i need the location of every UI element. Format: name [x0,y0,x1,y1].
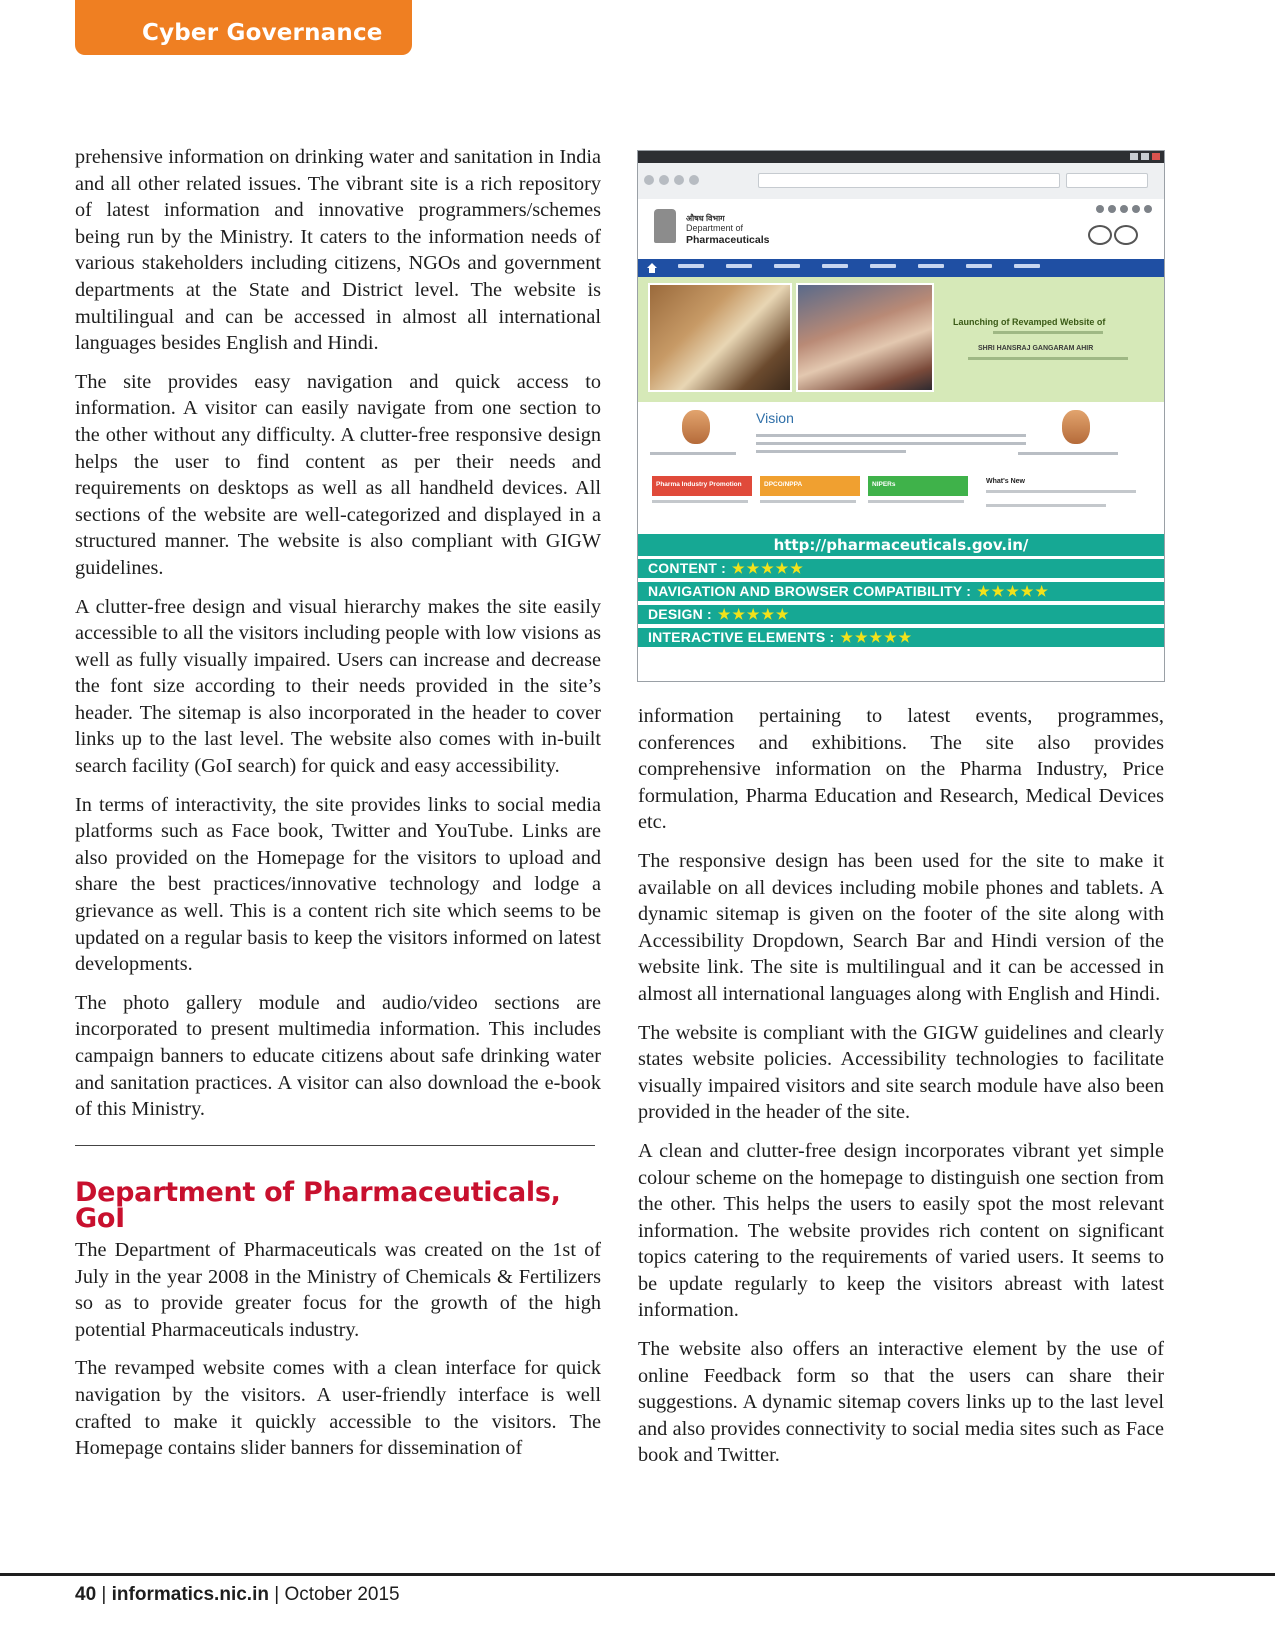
maximize-icon [1141,153,1149,160]
section-heading: Department of Pharmaceuticals, GoI [75,1176,561,1235]
tile-dpco-nppa: DPCO/NPPA [760,476,860,496]
banner-photo [796,283,934,392]
star-rating: ★★★★★ [840,629,914,645]
body-paragraph: The revamped website comes with a clean interface for quick navigation by the visitors. A user-friendly interface is well crafted to make it quickly accessible to the visitors. The Homepage contains slider banners for dissemination of [75,1357,601,1460]
footer-issue: October 2015 [284,1584,400,1605]
body-paragraph: The responsive design has been used for the site to make it available on all devices including mobile phones and tablets. A dynamic sitemap is given on the footer of the site along with Accessibility Dropdown, Search Bar and Hindi version of the website link. The site is multilingual and it can be accessed in almost all international languages along with English and Hindi. [638,849,1164,1005]
body-paragraph: The website also offers an interactive element by the use of online Feedback form so that the users can share their suggestions. A dynamic sitemap covers links up to the last level and also provides connectivity to social media sites such as Face book and Twitter. [638,1338,1164,1467]
section-tab-label: Cyber Governance [142,20,383,46]
footer-rule [0,1573,1275,1576]
close-icon [1152,153,1160,160]
address-bar [758,173,1060,188]
emblem-logo [654,209,676,243]
banner-person: SHRI HANSRAJ GANGARAM AHIR [978,345,1094,352]
footer-separator: | [274,1584,280,1605]
body-paragraph: information pertaining to latest events, programmes, conferences and exhibitions. The site also provides comprehensive information on the Pharma Industry, Price formulation, Pharma Education and Research, Medical Devices etc. [638,705,1164,834]
vision-section [638,402,1164,474]
font-size-icon [1096,205,1104,213]
footer-separator: | [101,1584,107,1605]
site-nav-links [678,264,1040,268]
site-title-line1: Department of [686,223,744,233]
site-title-hindi: औषध विभाग [686,214,725,223]
sitemap-icon [1108,205,1116,213]
forward-icon [659,175,669,185]
minimize-icon [1130,153,1138,160]
body-paragraph: A clean and clutter-free design incorporates vibrant yet simple colour scheme on the homepage to distinguish one section from the other. This helps the users to easily spot the most relevant information. The website provides rich content on significant topics catering to the requirements of varied users. It seems to be update regularly to keep the visitors abreast with latest information. [638,1139,1164,1322]
tile-pharma-industry: Pharma Industry Promotion [652,476,752,496]
header-icons [1096,205,1152,213]
website-screenshot-figure [637,150,1165,682]
tile-nipers: NIPERs [868,476,968,496]
refresh-icon [674,175,684,185]
section-tab [75,0,412,55]
swachh-bharat-logo [1082,221,1142,245]
site-header [638,199,1164,259]
window-title-bar [638,151,1164,163]
browser-search-box [1066,173,1148,188]
right-column [638,703,1164,1481]
share-icon [1120,205,1128,213]
vision-heading: Vision [756,410,794,426]
whats-new-heading: What's New [986,478,1026,485]
search-icon [1132,205,1140,213]
body-paragraph: prehensive information on drinking water and sanitation in India and all other related issues. The vibrant site is a rich repository of latest information and innovative programmers/schemes being run by the Ministry. It caters to the information needs of various stakeholders including citizens, NGOs and government departments at the State and District level. The website is multilingual and can be accessed in almost all international languages besides English and Hindi. [75,146,601,355]
home-icon [646,262,658,274]
banner-photo [648,283,792,392]
rating-navigation: NAVIGATION AND BROWSER COMPATIBILITY : ★★★★★ [638,582,1164,601]
site-nav-bar [638,259,1164,277]
body-paragraph: The website is compliant with the GIGW guidelines and clearly states website policies. Accessibility technologies to facilitate visually impaired visitors and site search module have also been provided in the header of the site. [638,1021,1164,1124]
rating-design: DESIGN : ★★★★★ [638,605,1164,624]
site-title-line2: Pharmaceuticals [686,234,770,246]
body-paragraph: A clutter-free design and visual hierarchy makes the site easily accessible to all the visitors including people with low visions as well as fully visually impaired. Users can increase and decrease the font size according to their needs provided in the site’s header. The sitemap is also incorporated in the header to cover links up to the last level. The website also comes with in-built search facility (GoI search) for quick and easy accessibility. [75,595,601,778]
minister-photo [1062,410,1090,444]
left-column [75,144,601,1474]
home-icon [689,175,699,185]
body-paragraph: In terms of interactivity, the site provides links to social media platforms such as Face book, Twitter and YouTube. Links are also provided on the Homepage for the visitors to upload and share the best practices/innovative technology and lodge a grievance as well. This is a content rich site which seems to be updated on a regular basis to keep the visitors informed on latest developments. [75,793,601,976]
site-url-strip: http://pharmaceuticals.gov.in/ [638,534,1164,556]
window-controls [1130,153,1160,160]
body-paragraph: The Department of Pharmaceuticals was created on the 1st of July in the year 2008 in the Ministry of Chemicals & Fertilizers so as to provide greater focus for the growth of the high potential Pharmaceuticals industry. [75,1238,601,1341]
footer-site: informatics.nic.in [111,1584,269,1605]
page-number: 40 [75,1584,97,1605]
slider-banner [638,277,1164,402]
body-paragraph: The site provides easy navigation and quick access to information. A visitor can easily navigate from one section to the other without any difficulty. A clutter-free responsive design helps the user to find content as per their needs and requirements on desktops as well as all handheld devices. All sections of the website are well-categorized and displayed in a structured manner. The website is also compliant with GIGW guidelines. [75,370,601,579]
banner-title: Launching of Revamped Website of [953,317,1106,327]
language-icon [1144,205,1152,213]
star-rating: ★★★★★ [732,560,805,576]
quick-link-tiles [638,474,1164,524]
body-paragraph: The photo gallery module and audio/video sections are incorporated to present multimedia information. This includes campaign banners to educate citizens about safe drinking water and sanitation practices. A visitor can also download the e-book of this Ministry. [75,991,601,1121]
browser-nav-buttons [644,175,699,185]
star-rating: ★★★★★ [977,583,1050,599]
section-divider [75,1145,595,1146]
page-footer [75,1584,400,1606]
star-rating: ★★★★★ [717,606,791,622]
back-icon [644,175,654,185]
minister-photo [682,410,710,444]
browser-toolbar [638,163,1164,200]
rating-interactive: INTERACTIVE ELEMENTS : ★★★★★ [638,628,1164,647]
rating-content: CONTENT : ★★★★★ [638,559,1164,578]
